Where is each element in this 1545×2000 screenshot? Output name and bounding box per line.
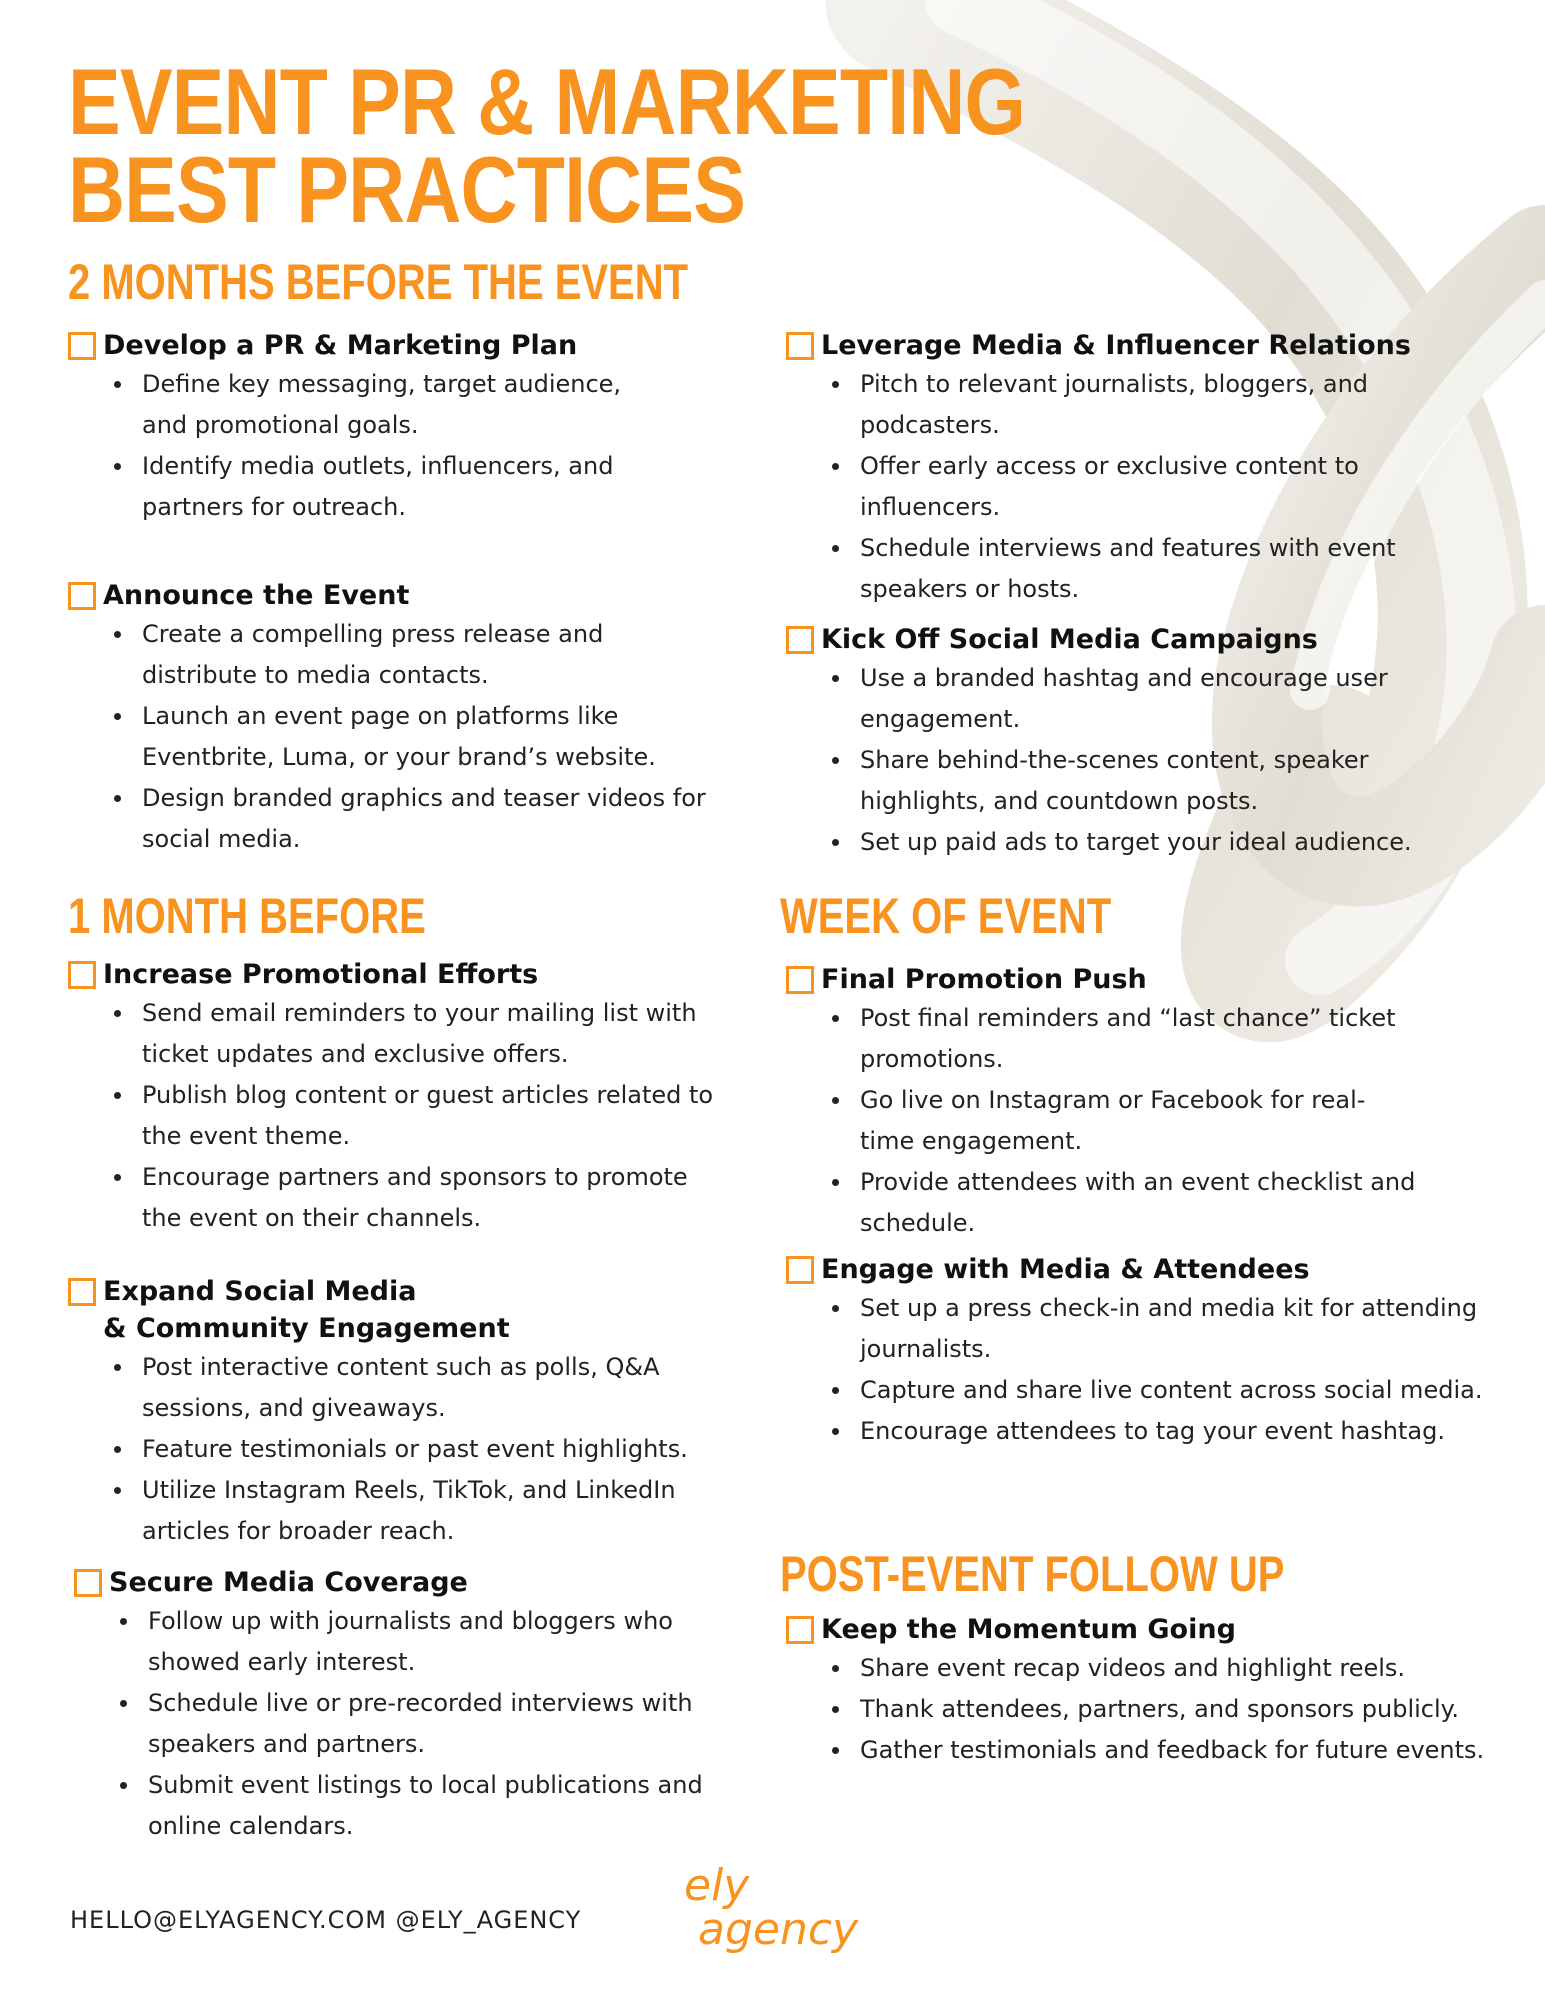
group-kick-off-social [786,621,1506,863]
bullet-item [826,364,1506,446]
bullet-line: Feature testimonials or past event highlights. [142,1435,688,1463]
bullet-line: Thank attendees, partners, and sponsors publicly. [860,1695,1460,1723]
checkbox-icon[interactable] [68,332,96,360]
group-title-row [68,1273,748,1347]
group-title-row [786,1251,1506,1288]
bullet-line: Post interactive content such as polls, Q&A [142,1353,660,1381]
logo-word-agency: agency [698,1904,859,1955]
group-title-row [68,956,748,993]
bullet-line: Set up a press check-in and media kit for attending [860,1294,1478,1322]
group-title [821,1251,1310,1288]
group-title-line: & Community Engagement [103,1313,510,1344]
checkbox-icon[interactable] [74,1569,102,1597]
bullet-item [826,1689,1506,1730]
bullet-line: Utilize Instagram Reels, TikTok, and LinkedIn [142,1476,676,1504]
group-title [821,961,1147,998]
bullet-item [826,998,1506,1080]
group-title-row [74,1564,754,1601]
bullet-item [826,446,1506,528]
bullet-line: speakers or hosts. [860,575,1080,603]
page-title-line-2: BEST PRACTICES [68,137,746,242]
bullet-line: promotions. [860,1045,1004,1073]
group-leverage-media [786,327,1506,610]
checkbox-icon[interactable] [786,1616,814,1644]
bullet-line: Post final reminders and “last chance” ticket [860,1004,1396,1032]
bullet-line: distribute to media contacts. [142,661,489,689]
bullet-item [826,1162,1506,1244]
bullet-line: Create a compelling press release and [142,620,604,648]
bullet-item [108,1470,748,1552]
bullet-item [826,1288,1506,1370]
section-heading-2-months: 2 MONTHS BEFORE THE EVENT [68,254,689,310]
group-title-line: Kick Off Social Media Campaigns [821,624,1318,655]
bullet-line: Schedule interviews and features with event [860,534,1396,562]
bullet-line: articles for broader reach. [142,1517,455,1545]
footer-contact: HELLO@ELYAGENCY.COM @ELY_AGENCY [70,1906,582,1934]
group-title-line: Announce the Event [103,580,410,611]
bullet-line: Share event recap videos and highlight reels. [860,1654,1406,1682]
checkbox-icon[interactable] [786,1256,814,1284]
group-title [103,327,577,364]
group-final-promotion [786,961,1506,1244]
bullet-line: highlights, and countdown posts. [860,787,1259,815]
checkbox-icon[interactable] [786,966,814,994]
bullet-line: Provide attendees with an event checklist and [860,1168,1416,1196]
group-increase-promotion [68,956,748,1239]
section-heading-post-event: POST-EVENT FOLLOW UP [780,1546,1285,1602]
bullet-item [114,1683,754,1765]
bullet-item [108,778,728,860]
checkbox-icon[interactable] [68,582,96,610]
bullet-item [826,740,1506,822]
group-secure-coverage [74,1564,754,1847]
bullet-item [114,1765,754,1847]
group-develop-plan [68,327,728,528]
bullet-item [108,1075,748,1157]
bullet-line: Publish blog content or guest articles related to [142,1081,714,1109]
bullet-line: Send email reminders to your mailing list with [142,999,697,1027]
group-title [821,327,1411,364]
bullet-list [108,614,728,860]
ely-agency-logo [676,1852,859,1962]
bullet-item [108,696,728,778]
bullet-line: sessions, and giveaways. [142,1394,446,1422]
bullet-item [108,1157,748,1239]
bullet-line: podcasters. [860,411,1000,439]
bullet-line: Launch an event page on platforms like [142,702,619,730]
bullet-list [108,364,728,528]
bullet-item [826,1411,1506,1452]
group-title-row [786,1611,1506,1648]
checkbox-icon[interactable] [68,1278,96,1306]
group-keep-momentum [786,1611,1506,1771]
group-title [821,1611,1236,1648]
bullet-item [108,446,728,528]
bullet-item [114,1601,754,1683]
bullet-line: Design branded graphics and teaser videos for [142,784,706,812]
bullet-line: online calendars. [148,1812,354,1840]
group-title-row [786,621,1506,658]
bullet-line: influencers. [860,493,1001,521]
bullet-line: time engagement. [860,1127,1083,1155]
group-title-line: Increase Promotional Efforts [103,959,539,990]
bullet-item [826,1370,1506,1411]
bullet-line: showed early interest. [148,1648,416,1676]
group-title [103,577,409,614]
bullet-list [826,364,1506,610]
bullet-line: Pitch to relevant journalists, bloggers, and [860,370,1369,398]
group-engage-media [786,1251,1506,1452]
bullet-line: and promotional goals. [142,411,419,439]
group-title-line: Leverage Media & Influencer Relations [821,330,1411,361]
bullet-item [826,658,1506,740]
bullet-line: Submit event listings to local publications and [148,1771,703,1799]
bullet-list [108,993,748,1239]
group-title [103,956,538,993]
bullet-line: Identify media outlets, influencers, and [142,452,614,480]
checkbox-icon[interactable] [786,626,814,654]
group-title-line: Engage with Media & Attendees [821,1254,1310,1285]
bullet-list [114,1601,754,1847]
group-announce-event [68,577,728,860]
group-title-row [786,327,1506,364]
group-title-row [68,577,728,614]
bullet-item [826,528,1506,610]
bullet-list [826,658,1506,863]
bullet-line: Use a branded hashtag and encourage user [860,664,1388,692]
bullet-line: Define key messaging, target audience, [142,370,622,398]
page-title [68,49,1026,242]
group-title-line: Secure Media Coverage [109,1567,468,1598]
bullet-item [826,1730,1506,1771]
bullet-item [108,1429,748,1470]
bullet-item [826,1080,1506,1162]
bullet-item [826,1648,1506,1689]
bullet-line: Follow up with journalists and bloggers who [148,1607,673,1635]
bullet-line: Gather testimonials and feedback for future events. [860,1736,1485,1764]
bullet-line: Go live on Instagram or Facebook for real- [860,1086,1366,1114]
bullet-line: speakers and partners. [148,1730,425,1758]
bullet-item [108,614,728,696]
bullet-line: ticket updates and exclusive offers. [142,1040,569,1068]
bullet-line: Set up paid ads to target your ideal audience. [860,828,1412,856]
bullet-line: the event on their channels. [142,1204,482,1232]
bullet-list [826,998,1506,1244]
bullet-item [108,993,748,1075]
bullet-item [826,822,1506,863]
checkbox-icon[interactable] [786,332,814,360]
bullet-line: schedule. [860,1209,976,1237]
page-title-line-1: EVENT PR & MARKETING [68,49,1026,154]
group-title-row [786,961,1506,998]
bullet-line: the event theme. [142,1122,351,1150]
bullet-list [826,1288,1506,1452]
group-title-line: Expand Social Media [103,1276,417,1307]
bullet-line: social media. [142,825,301,853]
section-heading-1-month: 1 MONTH BEFORE [68,888,426,944]
group-title-row [68,327,728,364]
section-heading-week-of: WEEK OF EVENT [780,888,1112,944]
group-title-line: Develop a PR & Marketing Plan [103,330,578,361]
bullet-item [108,364,728,446]
bullet-line: Share behind-the-scenes content, speaker [860,746,1369,774]
group-title [103,1273,510,1347]
group-title-line: Keep the Momentum Going [821,1614,1236,1645]
bullet-list [826,1648,1506,1771]
bullet-line: journalists. [860,1335,992,1363]
group-title-line: Final Promotion Push [821,964,1147,995]
group-title [109,1564,468,1601]
bullet-line: Encourage partners and sponsors to promote [142,1163,688,1191]
bullet-line: Eventbrite, Luma, or your brand’s website. [142,743,656,771]
bullet-line: engagement. [860,705,1021,733]
group-title [821,621,1318,658]
bullet-line: Capture and share live content across social media. [860,1376,1483,1404]
group-expand-social [68,1273,748,1552]
logo-word-ely: ely [684,1860,750,1911]
bullet-line: Encourage attendees to tag your event hashtag. [860,1417,1445,1445]
bullet-line: partners for outreach. [142,493,406,521]
bullet-item [108,1347,748,1429]
checkbox-icon[interactable] [68,961,96,989]
bullet-line: Schedule live or pre-recorded interviews with [148,1689,693,1717]
bullet-list [108,1347,748,1552]
bullet-line: Offer early access or exclusive content to [860,452,1359,480]
